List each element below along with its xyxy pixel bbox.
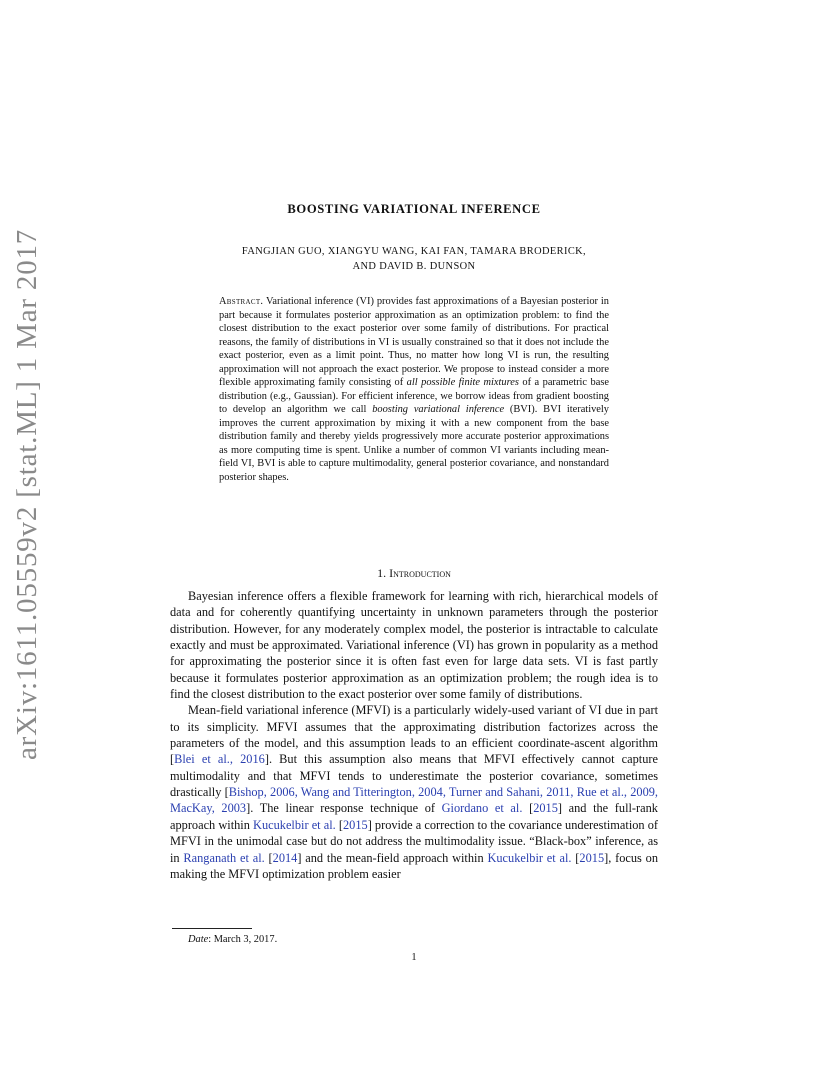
footnote-date [188, 934, 277, 945]
section-name: Introduction [389, 566, 451, 580]
intro-paragraph-2 [170, 702, 658, 882]
citation-year-ranganath[interactable]: 2014 [272, 850, 298, 865]
arxiv-identifier-stamp: arXiv:1611.05559v2 [stat.ML] 1 Mar 2017 [11, 228, 43, 760]
citation-year-kucukelbir[interactable]: 2015 [343, 817, 368, 832]
citation-link-blei[interactable]: Blei et al., 2016 [174, 752, 265, 767]
abstract-emphasis-2: boosting variational inference [372, 404, 505, 415]
footnote-label: Date [188, 934, 209, 945]
citation-link-group[interactable]: Bishop, 2006, Wang and Titterington, 2004, Turner and Sahani, 2011, Rue et al., 2009, MacKay, 2003 [170, 785, 659, 816]
abstract-label: Abstract. [219, 296, 264, 307]
intro-paragraph-1: Bayesian inference offers a flexible framework for learning with rich, hierarchical models of data and for coherently quantifying uncertainty in unknown parameters through the posterior distribution. However, for any moderately complex model, the posterior is intractable to calculate exactly and must be approximated. Variational inference (VI) has grown in popularity as a method for approximating the posterior since it is often fast even for large data sets. VI is fast partly because it formulates posterior approximation as an optimization problem; the rough idea is to find the closest distribution to the exact posterior over some family of distributions. [170, 589, 658, 702]
abstract-text-1: Variational inference (VI) provides fast approximations of a Bayesian posterior in part because it formulates posterior approximation as an optimization problem: to find the closest distribution to the exact posterior over some family of distributions. For practical reasons, the family of distributions in VI is usually constrained so that it does not include the exact posterior, even as a limit point. Thus, no matter how long VI is run, the resulting approximation will not approach the exact posterior. We propose to instead consider a more flexible approximating family consisting of [219, 296, 609, 388]
intro-text: ] and the full-rank approach within [170, 801, 658, 832]
citation-link-kucukelbir[interactable]: Kucukelbir et al. [253, 817, 336, 832]
intro-text: [ [522, 801, 534, 816]
intro-text: [ [335, 817, 343, 832]
footnote-divider [172, 928, 252, 929]
intro-text: ]. The linear response technique of [246, 801, 442, 816]
citation-link-giordano[interactable]: Giordano et al. [441, 801, 523, 816]
author-list [170, 244, 658, 274]
abstract-emphasis-1: all possible finite mixtures [406, 377, 519, 388]
citation-link-ranganath[interactable]: Ranganath et al. [183, 850, 265, 865]
introduction-body [170, 588, 658, 882]
abstract-text-2: of a parametric base distribution (e.g., Gaussian). For efficient inference, we borrow ideas from gradient boosting to develop an algorithm we call [219, 377, 609, 415]
citation-link-kucukelbir-2[interactable]: Kucukelbir et al. [487, 850, 572, 865]
author-line-2: AND DAVID B. DUNSON [352, 261, 476, 272]
intro-text: ]. But this assumption also means that MFVI effectively cannot capture multimodality and that MFVI tends to underestimate the posterior covariance, sometimes drastically [ [170, 752, 658, 800]
footnote-text: : March 3, 2017. [208, 934, 278, 945]
section-heading-introduction [170, 566, 658, 581]
abstract-text-3: (BVI). BVI iteratively improves the current approximation by mixing it with a new component from the base distribution family and thereby yields progressively more accurate posterior approximations as more computing time is spent. Unlike a number of common VI variants including mean-field VI, BVI is able to capture multimodality, general posterior covariance, and nonstandard posterior shapes. [219, 404, 609, 483]
citation-year-kucukelbir-2[interactable]: 2015 [579, 850, 605, 865]
intro-text: ] and the mean-field approach within [297, 850, 488, 865]
page-number: 1 [411, 952, 417, 963]
author-line-1: FANGJIAN GUO, XIANGYU WANG, KAI FAN, TAMARA BRODERICK, [241, 246, 587, 257]
intro-text: [ [571, 850, 580, 865]
abstract [219, 295, 609, 484]
intro-text: Mean-field variational inference (MFVI) is a particularly widely-used variant of VI due in part to its simplicity. MFVI assumes that the approximating distribution factorizes across the parameters of the model, and this assumption leads to an efficient coordinate-ascent algorithm [ [170, 703, 658, 767]
citation-year-giordano[interactable]: 2015 [533, 801, 558, 816]
intro-text: ] provide a correction to the covariance underestimation of MFVI in the unimodal case but do not address the multimodality issue. “Black-box” inference, as in [170, 817, 659, 865]
intro-text: ], focus on making the MFVI optimization problem easier [170, 850, 659, 881]
intro-text: [ [264, 850, 273, 865]
paper-title: BOOSTING VARIATIONAL INFERENCE [287, 202, 541, 216]
section-number: 1. [377, 566, 387, 580]
